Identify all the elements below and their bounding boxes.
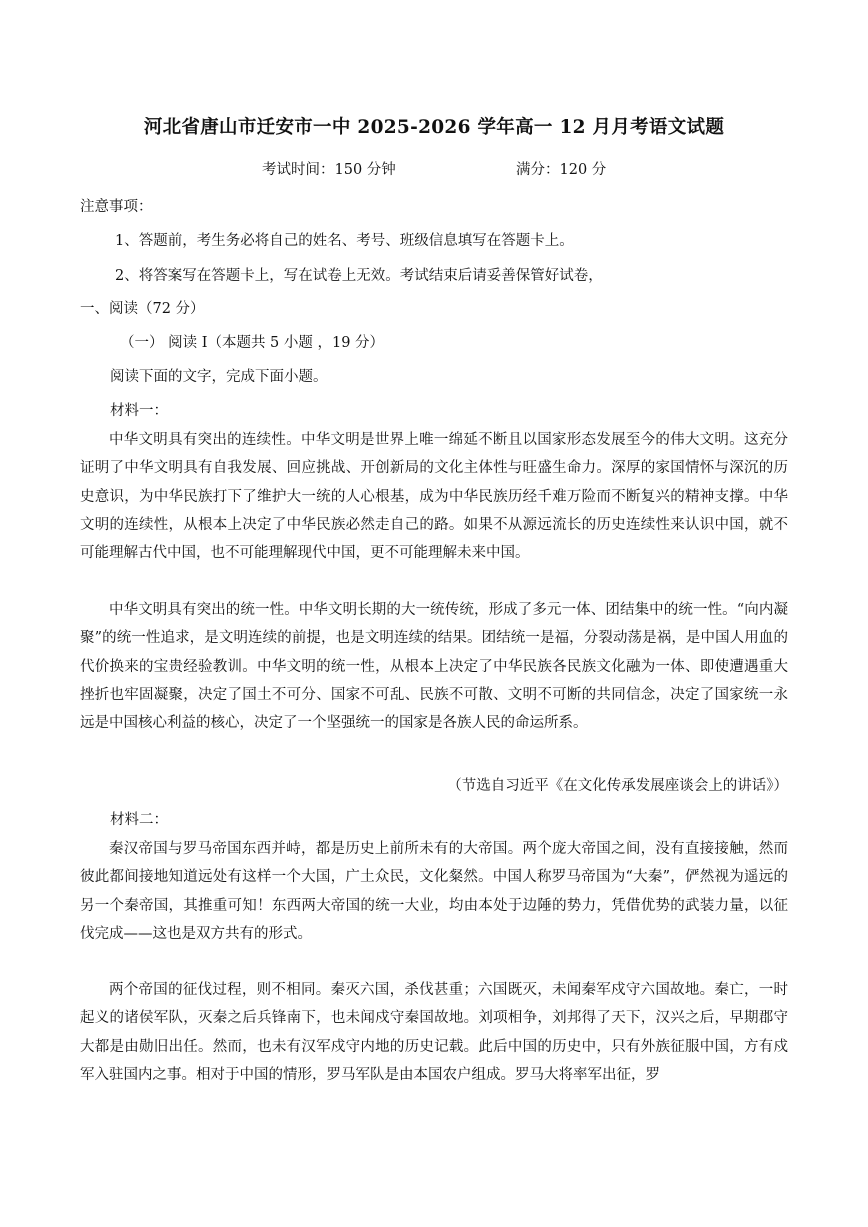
notice-heading: 注意事项： <box>80 199 153 215</box>
notice-item-1: 1、答题前，考生务必将自己的姓名、考号、班级信息填写在答题卡上。 <box>115 233 574 249</box>
material-1-paragraph-2: 中华文明具有突出的统一性。中华文明长期的大一统传统，形成了多元一体、团结集中的统一性。“向内凝聚”的统一性追求，是文明连续的前提，也是文明连续的结果。团结统一是福，分裂动荡是祸，是中国人用血的代价换来的宝贵经验教训。中华文明的统一性，从根本上决定了中华民族各民族文化融为一体、即使遭遇重大挫折也牢固凝聚，决定了国土不可分、国家不可乱、民族不可散、文明不可断的共同信念，决定了国家统一永远是中国核心利益的核心，决定了一个坚强统一的国家是各族人民的命运所系。 <box>80 602 788 732</box>
exam-time: 考试时间：150 分钟 <box>262 162 396 178</box>
material-1-source: （节选自习近平《在文化传承发展座谈会上的讲话》） <box>447 778 788 794</box>
material-2-label: 材料二： <box>110 812 168 828</box>
exam-score: 满分：120 分 <box>516 162 607 178</box>
reading-instruction: 阅读下面的文字，完成下面小题。 <box>110 369 328 385</box>
material-1-label: 材料一： <box>110 403 168 419</box>
exam-title: 河北省唐山市迁安市一中 2025-2026 学年高一 12 月月考语文试题 <box>143 117 725 138</box>
material-2-paragraph-1: 秦汉帝国与罗马帝国东西并峙，都是历史上前所未有的大帝国。两个庞大帝国之间，没有直接接触，然而彼此都间接地知道远处有这样一个大国，广土众民，文化粲然。中国人称罗马帝国为“大秦”，俨然视为遥远的另一个秦帝国，其推重可知！东西两大帝国的统一大业，均由本处于边陲的势力，凭借优势的武装力量，以征伐完成——这也是双方共有的形式。 <box>80 841 788 942</box>
section-subheading: （一） 阅读 I（本题共 5 小题 ，19 分） <box>120 335 385 351</box>
material-1-paragraph-1: 中华文明具有突出的连续性。中华文明是世界上唯一绵延不断且以国家形态发展至今的伟大文明。这充分证明了中华文明具有自我发展、回应挑战、开创新局的文化主体性与旺盛生命力。深厚的家国情怀与深沉的历史意识，为中华民族打下了维护大一统的人心根基，成为中华民族历经千难万险而不断复兴的精神支撑。中华文明的连续性，从根本上决定了中华民族必然走自己的路。如果不从源远流长的历史连续性来认识中国，就不可能理解古代中国，也不可能理解现代中国，更不可能理解未来中国。 <box>80 432 788 562</box>
section-heading: 一、阅读（72 分） <box>80 301 205 317</box>
notice-item-2: 2、将答案写在答题卡上，写在试卷上无效。考试结束后请妥善保管好试卷， <box>115 268 603 284</box>
material-2-paragraph-2: 两个帝国的征伐过程，则不相同。秦灭六国，杀伐甚重；六国既灭，未闻秦军戍守六国故地。秦亡，一时起义的诸侯军队，灭秦之后兵锋南下，也未闻戍守秦国故地。刘项相争，刘邦得了天下，汉兴之后，早期郡守大都是由勋旧出任。然而，也未有汉军戍守内地的历史记载。此后中国的历史中，只有外族征服中国，方有戍军入驻国内之事。相对于中国的情形，罗马军队是由本国农户组成。罗马大将率军出征，罗 <box>80 982 788 1083</box>
